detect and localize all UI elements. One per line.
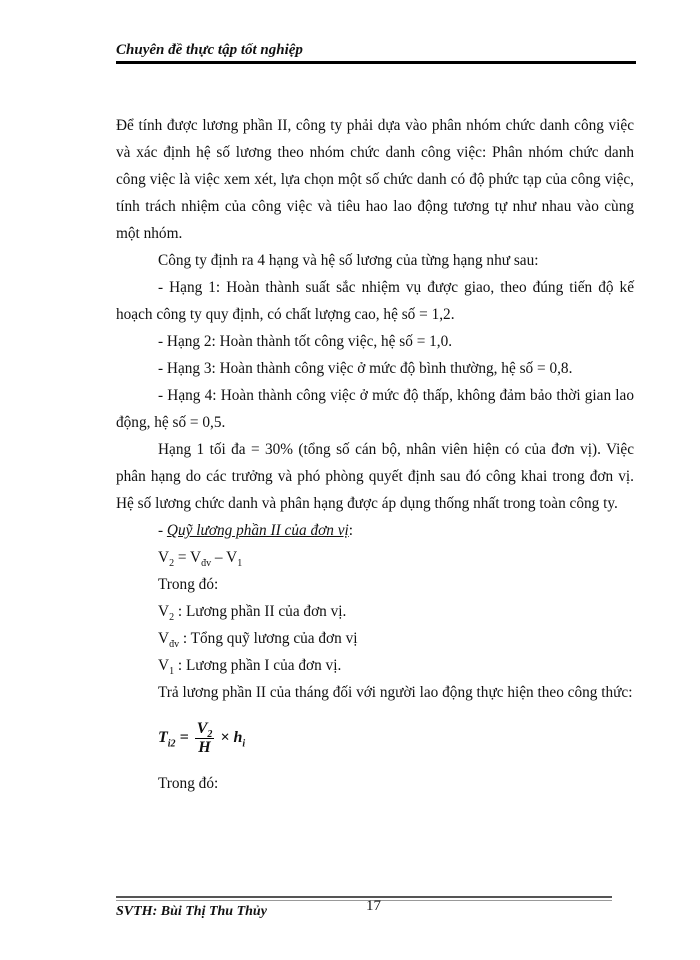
paragraph-rank-quota: Hạng 1 tối đa = 30% (tổng số cán bộ, nhân viên hiện có của đơn vị). Việc phân hạng do các trưởng và phó phòng quyết định sau đó công khai trong đơn vị. Hệ số lương chức danh và phân hạng được áp dụng thống nhất trong toàn công ty. xyxy=(116,441,634,512)
rank-2-item: - Hạng 2: Hoàn thành tốt công việc, hệ số = 1,0. xyxy=(158,333,453,350)
fund-label: Quỹ lương phần II của đơn vị xyxy=(166,522,349,539)
footer-author: SVTH: Bùi Thị Thu Thủy xyxy=(116,904,267,919)
paragraph-formula-intro: Trả lương phần II của tháng đối với người lao động thực hiện theo công thức: xyxy=(158,684,633,701)
paragraph-ranks-intro: Công ty định ra 4 hạng và hệ số lương của từng hạng như sau: xyxy=(158,252,539,269)
salary-formula xyxy=(116,706,634,770)
formula-expression: $T_{i2}$ = $\frac{V_2}{H}$ × $h_i$ xyxy=(158,720,246,756)
where-label-1: Trong đó: xyxy=(158,576,219,593)
header-rule xyxy=(116,61,636,64)
where-label-2: Trong đó: xyxy=(158,775,219,792)
page-header xyxy=(116,42,636,59)
fund-heading: - Quỹ lương phần II của đơn vị: xyxy=(158,522,354,539)
header-title: Chuyên đề thực tập tốt nghiệp xyxy=(116,42,303,58)
definition-vdv: $V_{đv}$ : Tổng quỹ lương của đơn vị xyxy=(158,630,358,651)
rank-1-item: - Hạng 1: Hoàn thành suất sắc nhiệm vụ được giao, theo đúng tiến độ kế hoạch công ty quy định, có chất lượng cao, hệ số = 1,2. xyxy=(116,279,634,323)
rank-4-item: - Hạng 4: Hoàn thành công việc ở mức độ thấp, không đảm bảo thời gian lao động, hệ số = 0,5. xyxy=(116,387,634,431)
paragraph-intro: Để tính được lương phần II, công ty phải dựa vào phân nhóm chức danh công việc và xác định hệ số lương theo nhóm chức danh công việc: Phân nhóm chức danh công việc là việc xem xét, lựa chọn một số chức danh có độ phức tạp của công việc, tính trách nhiệm của công việc và tiêu hao lao động tương tự như nhau vào cùng một nhóm. xyxy=(116,117,634,242)
equation-v2: $V_2 = V_{đv} - V_1$ xyxy=(158,549,243,570)
page-number: 17 xyxy=(366,898,381,914)
formula-fraction: $\frac{V_2}{H}$ xyxy=(196,720,213,756)
document-body xyxy=(116,112,634,797)
definition-v2: $V_2$ : Lương phần II của đơn vị. xyxy=(158,603,347,624)
rank-3-item: - Hạng 3: Hoàn thành công việc ở mức độ bình thường, hệ số = 0,8. xyxy=(158,360,573,377)
footer-rule xyxy=(116,896,612,901)
definition-v1: $V_1$ : Lương phần I của đơn vị. xyxy=(158,657,342,678)
